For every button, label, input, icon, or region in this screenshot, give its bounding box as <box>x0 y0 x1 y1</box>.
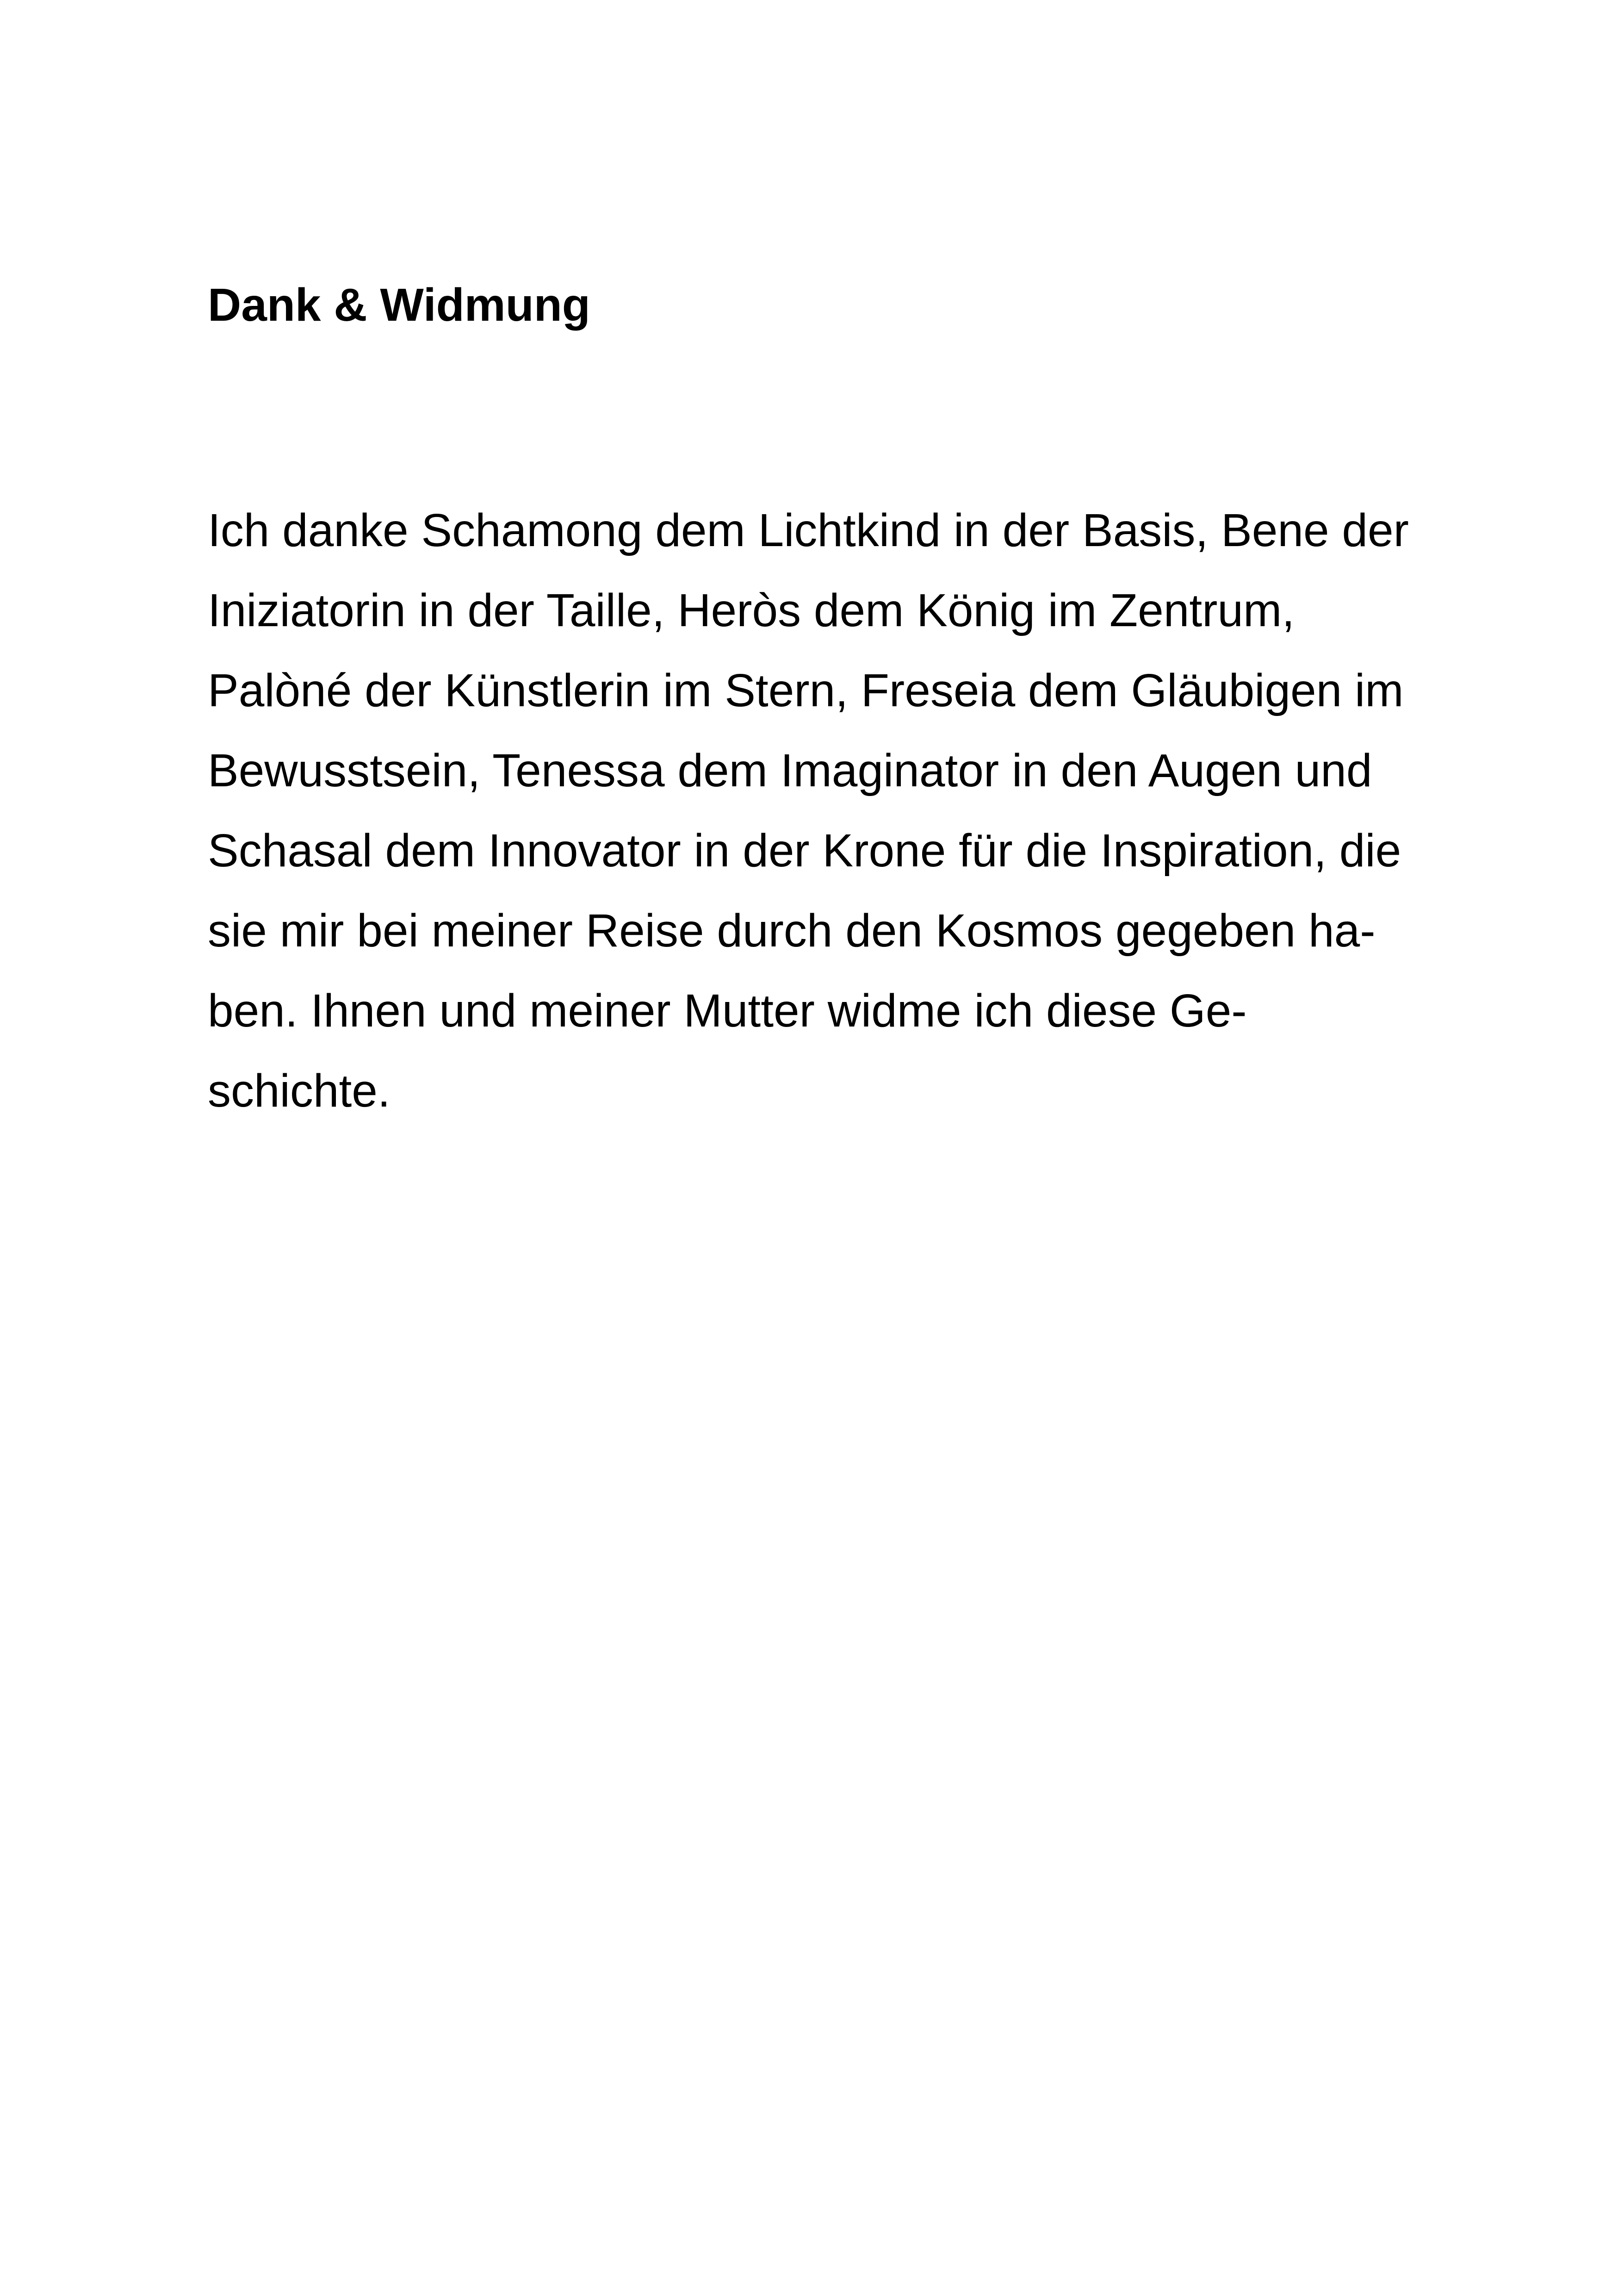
paragraph-line: Ich danke Schamong dem Lichtkind in der Basis, Bene der <box>208 504 1409 556</box>
dedication-paragraph <box>208 491 1457 1131</box>
paragraph-line: Schasal dem Innovator in der Krone für die Inspiration, die <box>208 825 1401 877</box>
paragraph-line: Iniziatorin in der Taille, Heròs dem König im Zentrum, <box>208 585 1295 636</box>
paragraph-line: schichte. <box>208 1065 391 1117</box>
paragraph-line: sie mir bei meiner Reise durch den Kosmos gegeben ha- <box>208 905 1376 957</box>
paragraph-line: Palòné der Künstlerin im Stern, Freseia dem Gläubigen im <box>208 665 1404 716</box>
paragraph-line: ben. Ihnen und meiner Mutter widme ich diese Ge- <box>208 985 1247 1037</box>
page-heading: Dank & Widmung <box>208 279 590 331</box>
paragraph-line: Bewusstsein, Tenessa dem Imaginator in den Augen und <box>208 745 1372 796</box>
